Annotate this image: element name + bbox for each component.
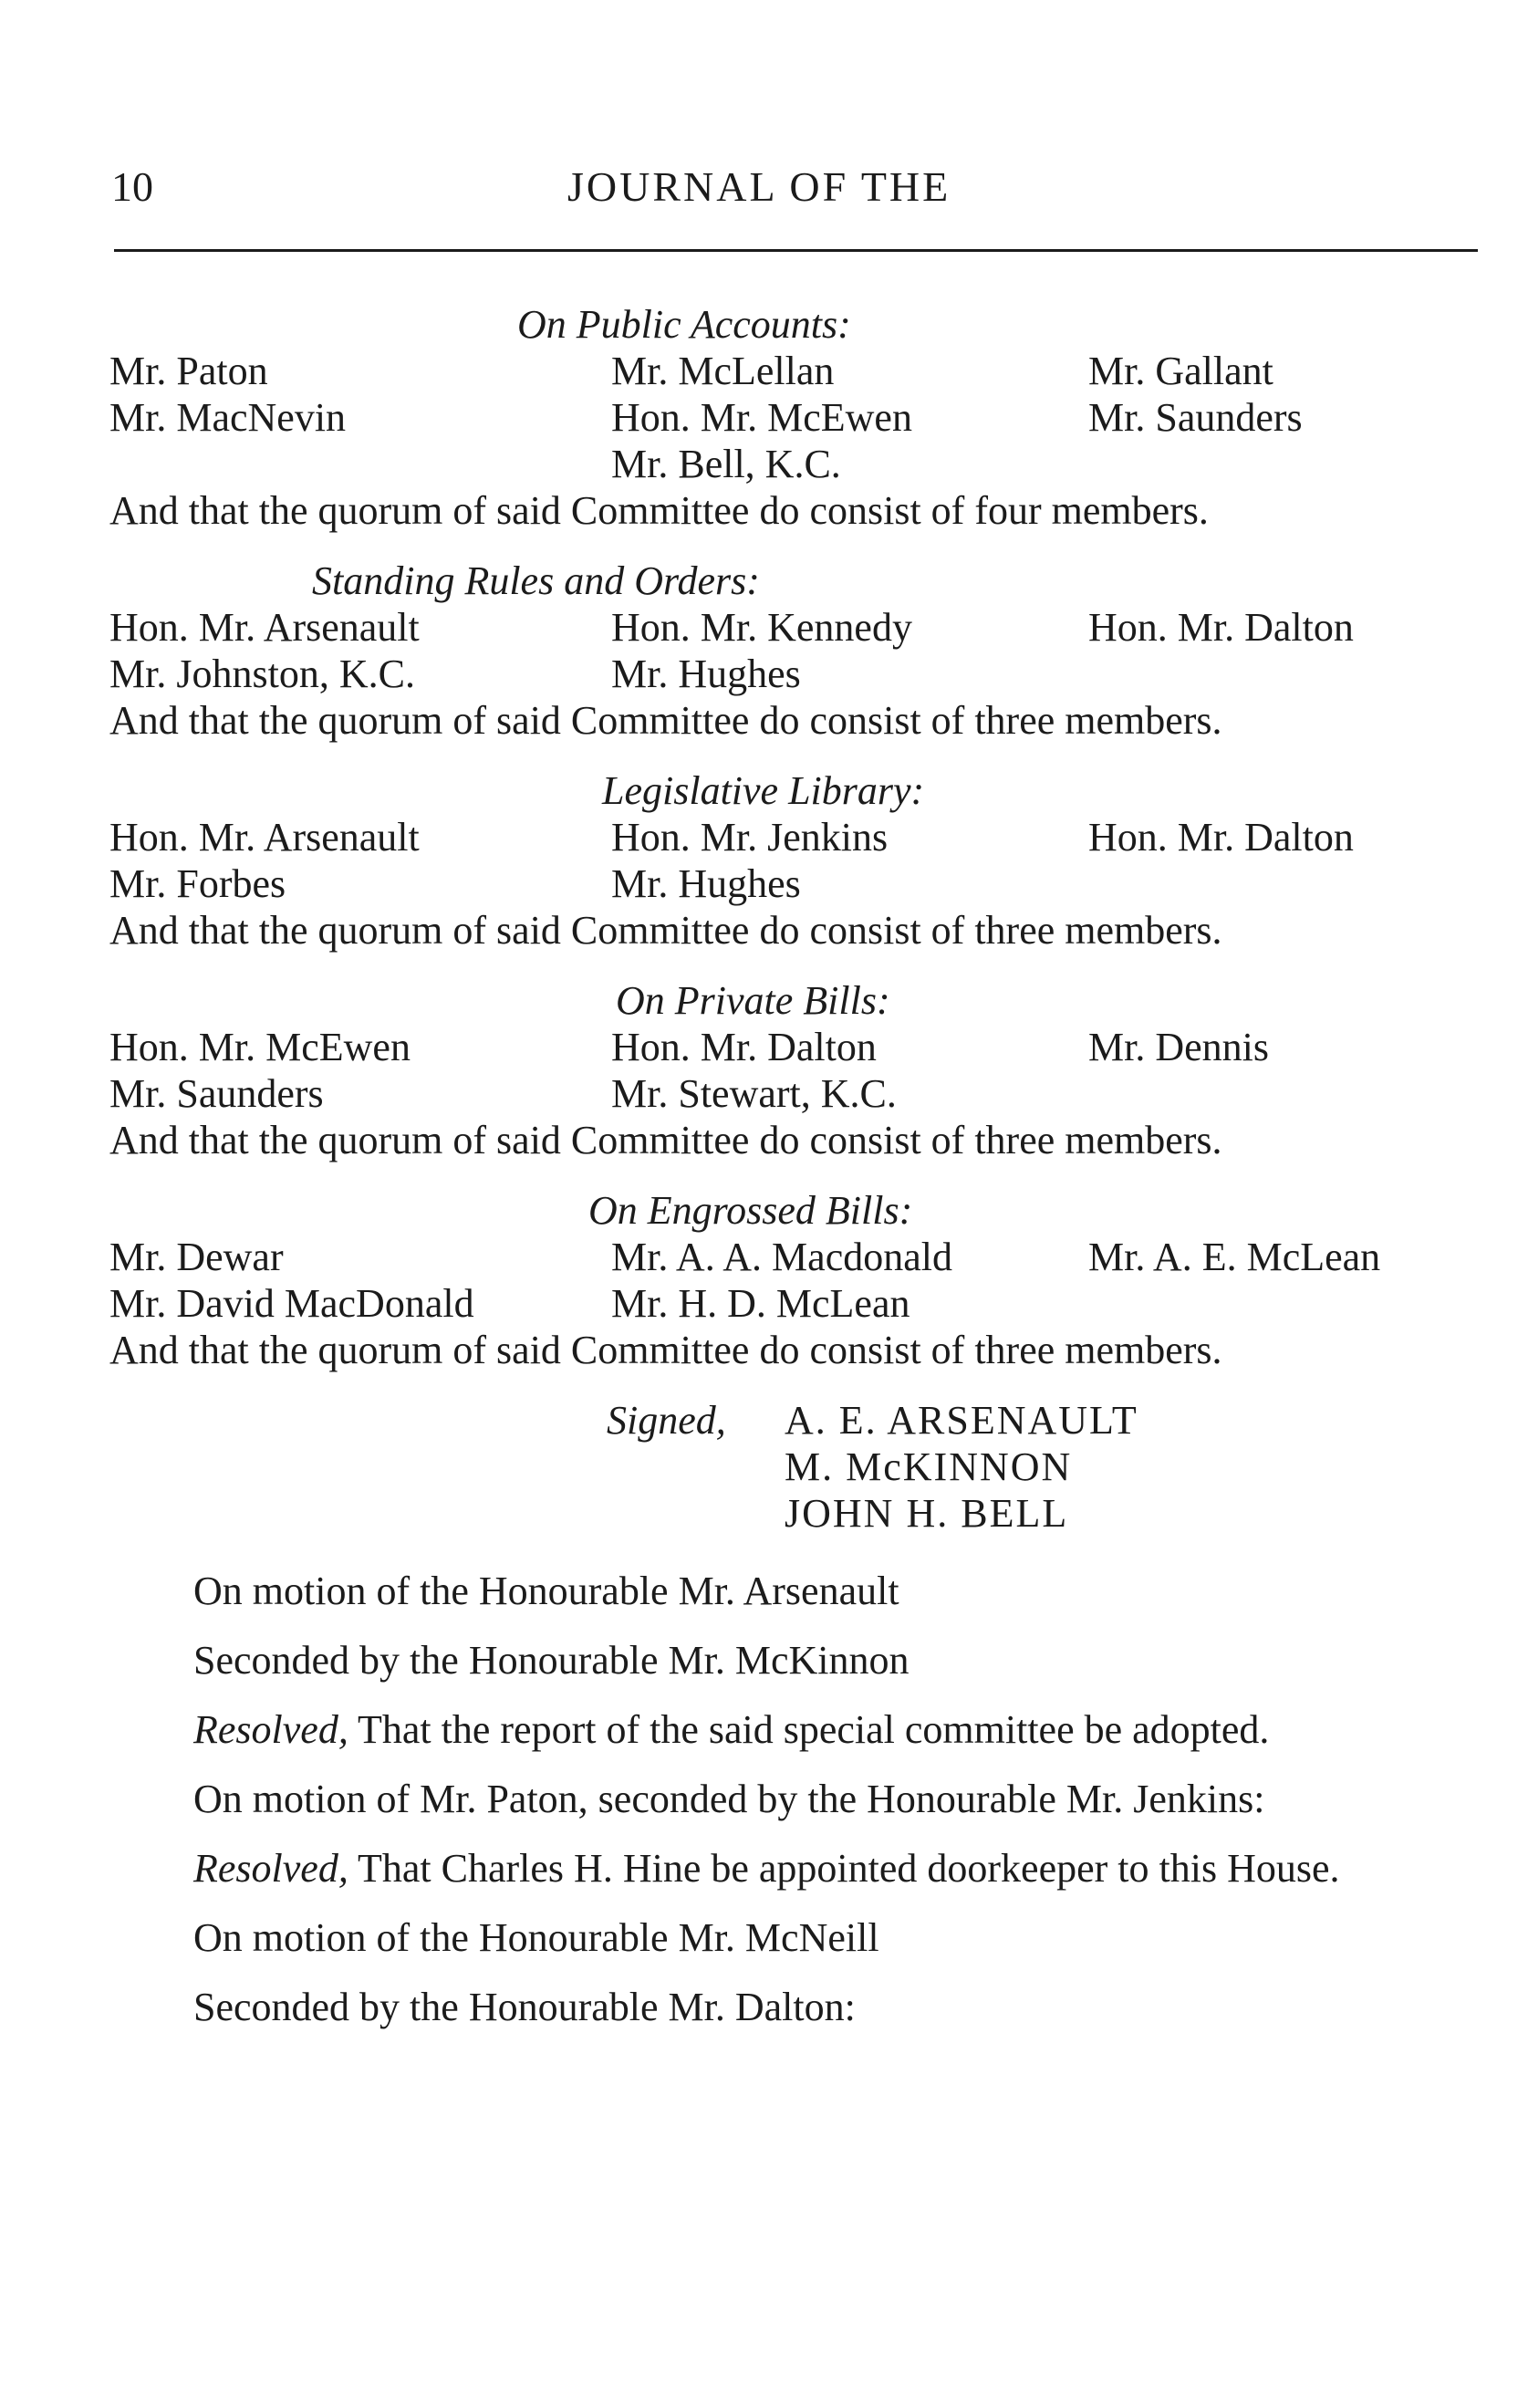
member-list [109, 814, 1478, 907]
member-name: Hon. Mr. Dalton [1088, 815, 1354, 860]
member-name [1088, 1280, 1478, 1327]
member-name: Mr. A. E. McLean [1088, 1235, 1381, 1279]
member-name: Mr. Hughes [611, 652, 801, 696]
member-name: Hon. Mr. McEwen [611, 395, 912, 440]
member-name [1088, 651, 1478, 697]
quorum-statement: And that the quorum of said Committee do consist of three members. [109, 908, 1222, 953]
member-name: Mr. McLellan [611, 349, 835, 393]
member-name: Mr. Forbes [109, 861, 286, 906]
committee-heading: Legislative Library: [602, 768, 925, 813]
committee-private-bills [109, 977, 1478, 1163]
member-name [1088, 1070, 1478, 1117]
member-name: Mr. A. A. Macdonald [611, 1235, 952, 1279]
member-name [1088, 441, 1478, 487]
member-name: Mr. Johnston, K.C. [109, 652, 415, 696]
committee-engrossed-bills [109, 1187, 1478, 1373]
seconded-paragraph: Seconded by the Honourable Mr. Dalton: [193, 1985, 856, 2029]
committee-report [109, 301, 1478, 2031]
member-list [109, 348, 1478, 487]
signatory-name: JOHN H. BELL [785, 1491, 1069, 1536]
member-name: Mr. Dennis [1088, 1025, 1269, 1069]
quorum-statement: And that the quorum of said Committee do consist of three members. [109, 1328, 1222, 1372]
member-name: Mr. MacNevin [109, 395, 347, 440]
header-rule [114, 249, 1478, 252]
seconded-paragraph: Seconded by the Honourable Mr. McKinnon [193, 1638, 910, 1683]
signed-label: Signed, [607, 1398, 726, 1443]
member-name: Mr. Dewar [109, 1235, 284, 1279]
member-name: Hon. Mr. Arsenault [109, 605, 420, 650]
running-head: JOURNAL OF THE [567, 163, 951, 210]
member-name: Hon. Mr. Dalton [611, 1025, 877, 1069]
member-name: Mr. Saunders [109, 1071, 324, 1116]
member-name: Mr. H. D. McLean [611, 1281, 910, 1326]
quorum-statement: And that the quorum of said Committee do consist of three members. [109, 698, 1222, 743]
member-name: Mr. Paton [109, 349, 268, 393]
motion-paragraph: On motion of the Honourable Mr. McNeill [193, 1915, 879, 1960]
member-name: Hon. Mr. Jenkins [611, 815, 889, 860]
member-name: Mr. Stewart, K.C. [611, 1071, 897, 1116]
resolved-label: Resolved, [193, 1846, 348, 1891]
member-list [109, 1024, 1478, 1117]
committee-heading: On Engrossed Bills: [588, 1188, 913, 1233]
member-name: Mr. Hughes [611, 861, 801, 906]
member-name: Hon. Mr. Dalton [1088, 605, 1354, 650]
member-name: Hon. Mr. Kennedy [611, 605, 912, 650]
committee-public-accounts [109, 301, 1478, 534]
signatory-name: A. E. ARSENAULT [785, 1398, 1138, 1443]
member-name: Hon. Mr. McEwen [109, 1025, 411, 1069]
motion-paragraph: On motion of Mr. Paton, seconded by the Honourable Mr. Jenkins: [193, 1777, 1265, 1821]
member-name [1088, 860, 1478, 907]
member-name: Mr. David MacDonald [109, 1281, 474, 1326]
quorum-statement: And that the quorum of said Committee do consist of four members. [109, 488, 1209, 533]
resolution-paragraph [109, 1706, 1478, 1754]
committee-heading: Standing Rules and Orders: [312, 558, 760, 603]
member-name: Mr. Gallant [1088, 349, 1273, 393]
motion-paragraph: On motion of the Honourable Mr. Arsenault [193, 1569, 899, 1613]
committee-legislative-library [109, 767, 1478, 954]
resolved-label: Resolved, [193, 1707, 348, 1752]
signatory-name: M. McKINNON [785, 1444, 1073, 1489]
member-name: Mr. Saunders [1088, 395, 1303, 440]
committee-heading: On Public Accounts: [517, 302, 851, 347]
page-number: 10 [111, 163, 153, 210]
member-list [109, 1234, 1478, 1327]
member-name: Mr. Bell, K.C. [611, 442, 841, 486]
resolution-text: That Charles H. Hine be appointed doorkeeper to this House. [348, 1846, 1340, 1891]
member-name: Hon. Mr. Arsenault [109, 815, 420, 860]
resolution-text: That the report of the said special committee be adopted. [348, 1707, 1270, 1752]
committee-heading: On Private Bills: [616, 978, 890, 1023]
committee-standing-rules [109, 558, 1478, 744]
quorum-statement: And that the quorum of said Committee do consist of three members. [109, 1118, 1222, 1162]
signature-block [109, 1397, 1478, 1537]
member-name [109, 441, 611, 487]
resolution-paragraph [109, 1845, 1478, 1892]
member-list [109, 604, 1478, 697]
